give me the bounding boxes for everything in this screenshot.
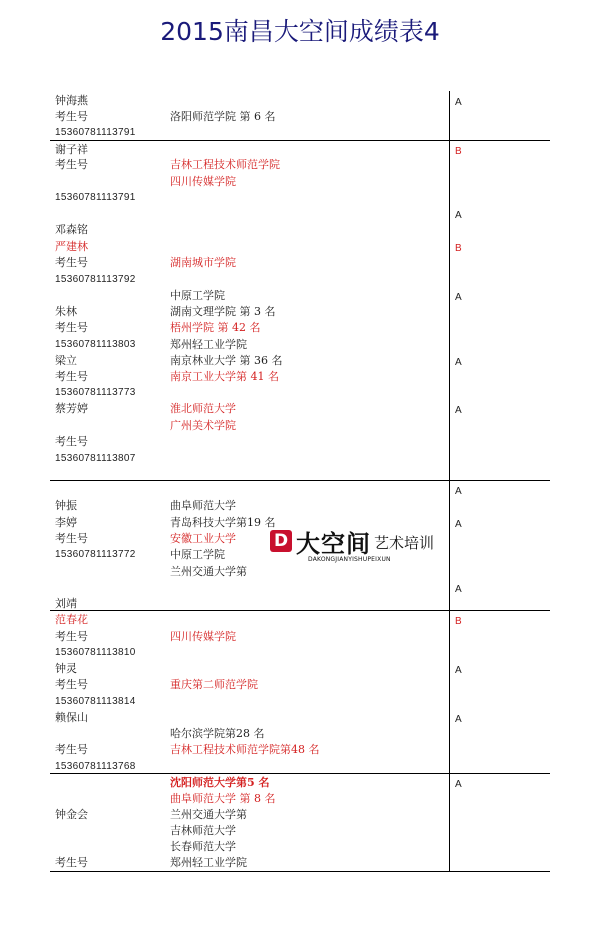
school-entry: 长春师范大学 [170, 840, 236, 853]
school-entry: 南京林业大学 第 36 名 [170, 354, 283, 367]
exam-id: 15360781113810 [55, 647, 136, 658]
exam-id: 15360781113791 [55, 192, 136, 203]
grade: B [455, 146, 462, 157]
student-name: 赖保山 [55, 711, 88, 724]
exam-id: 15360781113803 [55, 339, 136, 350]
column-divider [449, 91, 450, 871]
school-entry: 沈阳师范大学第5 名 [170, 776, 270, 789]
school-entry: 南京工业大学第 41 名 [170, 370, 279, 383]
grade: A [455, 665, 462, 676]
school-entry: 湖南城市学院 [170, 256, 236, 269]
school-entry: 四川传媒学院 [170, 630, 236, 643]
school-entry: 重庆第二师范学院 [170, 678, 258, 691]
grade: A [455, 486, 462, 497]
student-name: 钟振 [55, 499, 77, 512]
student-name: 范春花 [55, 613, 88, 626]
grade: A [455, 357, 462, 368]
exam-id-label: 考生号 [55, 435, 88, 448]
student-name: 刘靖 [55, 597, 77, 610]
watermark-logo [270, 522, 450, 572]
exam-id: 15360781113773 [55, 387, 136, 398]
student-name: 李婷 [55, 516, 77, 529]
page-title: 2015南昌大空间成绩表4 [160, 17, 440, 46]
row-rule [50, 140, 550, 141]
exam-id-label: 考生号 [55, 256, 88, 269]
exam-id-label: 考生号 [55, 856, 88, 869]
student-name: 钟金会 [55, 808, 88, 821]
student-name: 朱林 [55, 305, 77, 318]
grade: A [455, 292, 462, 303]
school-entry: 哈尔滨学院第28 名 [170, 727, 265, 740]
school-entry: 中原工学院 [170, 289, 225, 302]
exam-id-label: 考生号 [55, 110, 88, 123]
school-entry: 淮北师范大学 [170, 402, 236, 415]
student-name: 谢子祥 [55, 143, 88, 156]
row-rule [50, 480, 550, 481]
grade: A [455, 779, 462, 790]
row-rule [50, 871, 550, 872]
exam-id: 15360781113791 [55, 127, 136, 138]
exam-id: 15360781113768 [55, 761, 136, 772]
student-name: 蔡芳婷 [55, 402, 88, 415]
student-name: 邓森铭 [55, 223, 88, 236]
school-entry: 曲阜师范大学 第 8 名 [170, 792, 276, 805]
logo-icon [270, 530, 292, 552]
school-entry: 青岛科技大学第19 名 [170, 516, 276, 529]
school-entry: 吉林师范大学 [170, 824, 236, 837]
student-name: 严建林 [55, 240, 88, 253]
grade: A [455, 714, 462, 725]
school-entry: 郑州轻工业学院 [170, 338, 247, 351]
exam-id-label: 考生号 [55, 630, 88, 643]
student-name: 钟海燕 [55, 94, 88, 107]
exam-id-label: 考生号 [55, 743, 88, 756]
school-entry: 曲阜师范大学 [170, 499, 236, 512]
school-entry: 吉林工程技术师范学院 [170, 158, 280, 171]
exam-id-label: 考生号 [55, 678, 88, 691]
watermark-tagline: 艺术培训 [374, 534, 435, 552]
student-name: 钟灵 [55, 662, 77, 675]
school-entry: 兰州交通大学第 [170, 808, 247, 821]
school-entry: 吉林工程技术师范学院第48 名 [170, 743, 320, 756]
grade: B [455, 616, 462, 627]
exam-id-label: 考生号 [55, 532, 88, 545]
grade: A [455, 584, 462, 595]
exam-id: 15360781113772 [55, 549, 136, 560]
exam-id-label: 考生号 [55, 158, 88, 171]
watermark-pinyin: DAKONGJIANYISHUPEIXUN [308, 556, 391, 563]
school-entry: 梧州学院 第 42 名 [170, 321, 261, 334]
exam-id-label: 考生号 [55, 321, 88, 334]
exam-id: 15360781113807 [55, 453, 136, 464]
grade: A [455, 519, 462, 530]
grade: A [455, 97, 462, 108]
student-name: 梁立 [55, 354, 77, 367]
grade: A [455, 405, 462, 416]
school-entry: 四川传媒学院 [170, 175, 236, 188]
school-entry: 兰州交通大学第 [170, 565, 247, 578]
watermark-brand: 大空间 [296, 530, 371, 558]
school-entry: 洛阳师范学院 第 6 名 [170, 110, 276, 123]
school-entry: 中原工学院 [170, 548, 225, 561]
exam-id: 15360781113814 [55, 696, 136, 707]
exam-id: 15360781113792 [55, 274, 136, 285]
row-rule [50, 610, 550, 611]
school-entry: 湖南文理学院 第 3 名 [170, 305, 276, 318]
school-entry: 郑州轻工业学院 [170, 856, 247, 869]
grade: A [455, 210, 462, 221]
school-entry: 广州美术学院 [170, 419, 236, 432]
exam-id-label: 考生号 [55, 370, 88, 383]
school-entry: 安徽工业大学 [170, 532, 236, 545]
grade: B [455, 243, 462, 254]
logo-letter: D [274, 531, 289, 551]
